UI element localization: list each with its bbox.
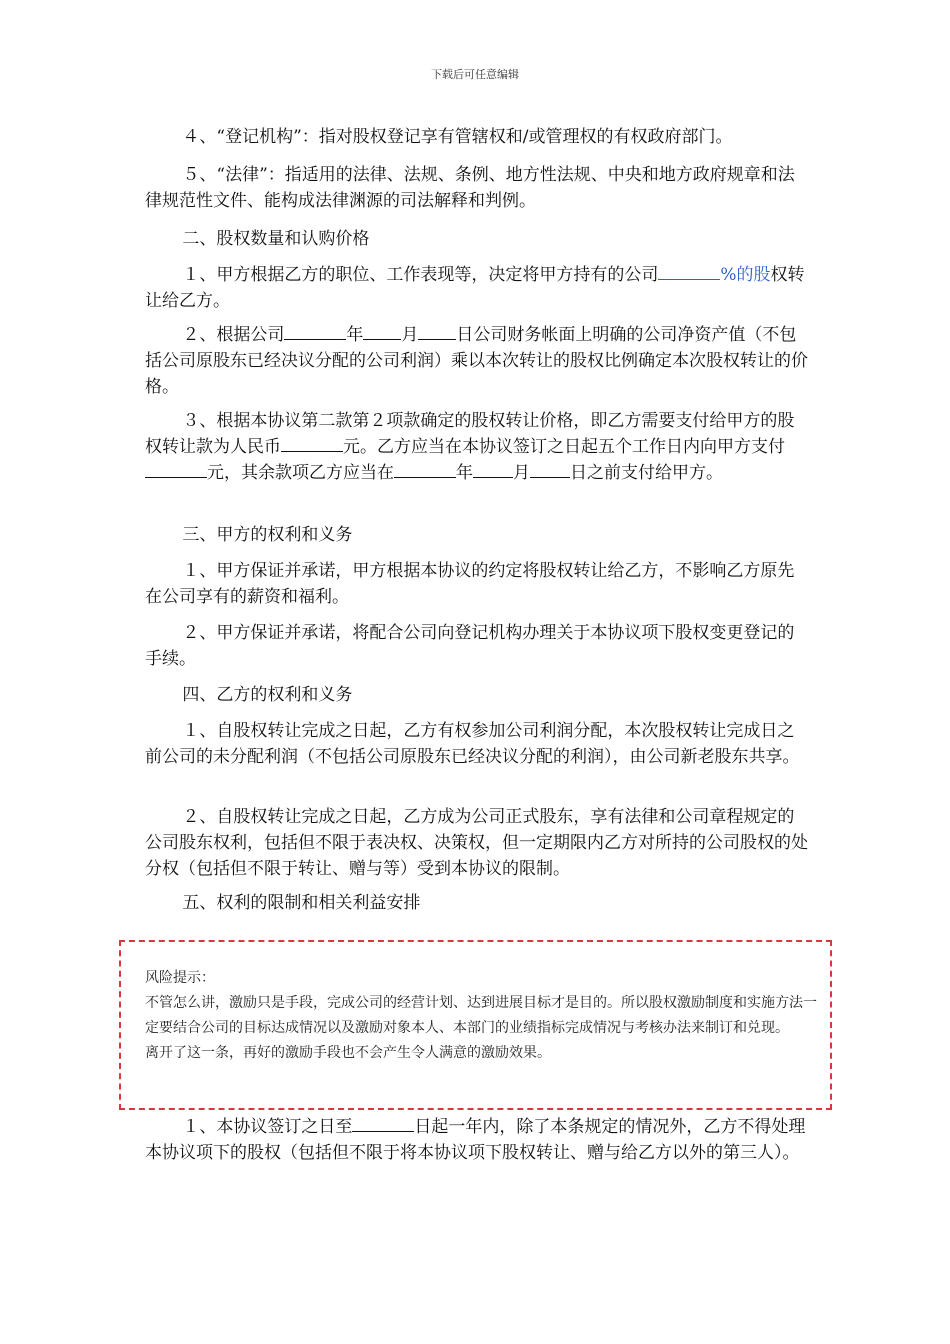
risk-notice-body: 不管怎么讲，激励只是手段，完成公司的经营计划、达到进展目标才是目的。所以股权激励制度和实施方法一定要结合公司的目标达成情况以及激励对象本人、本部门的业绩指标完成情况与考核办法来制订和兑现。 xyxy=(145,995,817,1036)
s2-2-text-d: 日公司财务帐面上明确的公司净资产值（不包括公司原股东已经决议分配的公司利润）乘以本次转让的股权比例确定本次股权转让的价格。 xyxy=(145,325,808,397)
section-2-heading: 二、股权数量和认购价格 xyxy=(182,229,370,249)
s2-1-text-b: 的股 xyxy=(736,265,771,285)
pay-year-blank[interactable] xyxy=(394,460,456,478)
section-4-item-1: １、自股权转让完成之日起，乙方有权参加公司利润分配，本次股权转让完成日之前公司的未分配利润（不包括公司原股东已经决议分配的利润），由公司新老股东共享。 xyxy=(145,721,800,767)
section-3-item-1: １、甲方保证并承诺，甲方根据本协议的约定将股权转让给乙方，不影响乙方原先在公司享有的薪资和福利。 xyxy=(145,561,795,607)
section-3-item-2: ２、甲方保证并承诺，将配合公司向登记机构办理关于本协议项下股权变更登记的手续。 xyxy=(145,623,795,669)
sign-date-blank[interactable] xyxy=(352,1114,414,1132)
s2-1-text-c: 权转让给乙方。 xyxy=(145,265,805,311)
percent-blank[interactable] xyxy=(658,262,720,280)
s5-1-text-b: 日起一年内，除了本条规定的情况外，乙方不得处理本协议项下的股权（包括但不限于将本协议项下股权转让、赠与给乙方以外的第三人）。 xyxy=(145,1117,806,1163)
clause-4: ４、“登记机构”：指对股权登记享有管辖权和/或管理权的有权政府部门。 xyxy=(182,127,733,147)
clause-5: ５、“法律”：指适用的法律、法规、条例、地方性法规、中央和地方政府规章和法律规范性文件、能构成法律渊源的司法解释和判例。 xyxy=(145,165,795,211)
year-blank[interactable] xyxy=(284,322,346,340)
section-4-heading: 四、乙方的权利和义务 xyxy=(182,685,353,705)
s2-3-text-b: 元。乙方应当在本协议签订之日起五个工作日内向甲方支付 xyxy=(343,437,785,457)
s2-3-text-a: ３、根据本协议第二款第２项款确定的股权转让价格，即乙方需要支付给甲方的股权转让款为人民币 xyxy=(145,411,795,457)
s2-3-month-label: 月 xyxy=(513,463,530,483)
day-blank[interactable] xyxy=(418,322,456,340)
s2-2-year-label: 年 xyxy=(346,325,364,345)
section-3-heading: 三、甲方的权利和义务 xyxy=(182,525,353,545)
section-2-item-1 xyxy=(145,262,810,314)
s2-3-text-f: 日之前支付给甲方。 xyxy=(570,463,723,483)
percent-sign: % xyxy=(720,265,737,285)
s2-3-text-c: 元，其余款项乙方应当在 xyxy=(207,463,394,483)
section-2-item-2 xyxy=(145,322,810,400)
first-payment-blank[interactable] xyxy=(145,460,207,478)
s2-3-year-label: 年 xyxy=(456,463,473,483)
month-blank[interactable] xyxy=(363,322,401,340)
section-5-heading: 五、权利的限制和相关利益安排 xyxy=(182,893,421,913)
risk-notice xyxy=(145,966,825,1066)
page-header: 下载后可任意编辑 xyxy=(431,68,519,81)
pay-day-blank[interactable] xyxy=(530,460,570,478)
s2-2-month-label: 月 xyxy=(401,325,419,345)
amount-blank[interactable] xyxy=(281,434,343,452)
risk-notice-title: 风险提示： xyxy=(145,970,215,986)
section-4-item-2: ２、自股权转让完成之日起，乙方成为公司正式股东，享有法律和公司章程规定的公司股东权利，包括但不限于表决权、决策权，但一定期限内乙方对所持的公司股权的处分权（包括但不限于转让、赠与等）受到本协议的限制。 xyxy=(145,807,808,879)
s2-2-text-a: ２、根据公司 xyxy=(182,325,285,345)
pay-month-blank[interactable] xyxy=(473,460,513,478)
section-2-item-3 xyxy=(145,408,810,486)
s5-1-text-a: １、本协议签订之日至 xyxy=(182,1117,353,1137)
s2-1-text-a: １、甲方根据乙方的职位、工作表现等，决定将甲方持有的公司 xyxy=(182,265,659,285)
section-5-item-1 xyxy=(145,1114,810,1166)
risk-notice-conclusion: 离开了这一条，再好的激励手段也不会产生令人满意的激励效果。 xyxy=(145,1045,551,1061)
